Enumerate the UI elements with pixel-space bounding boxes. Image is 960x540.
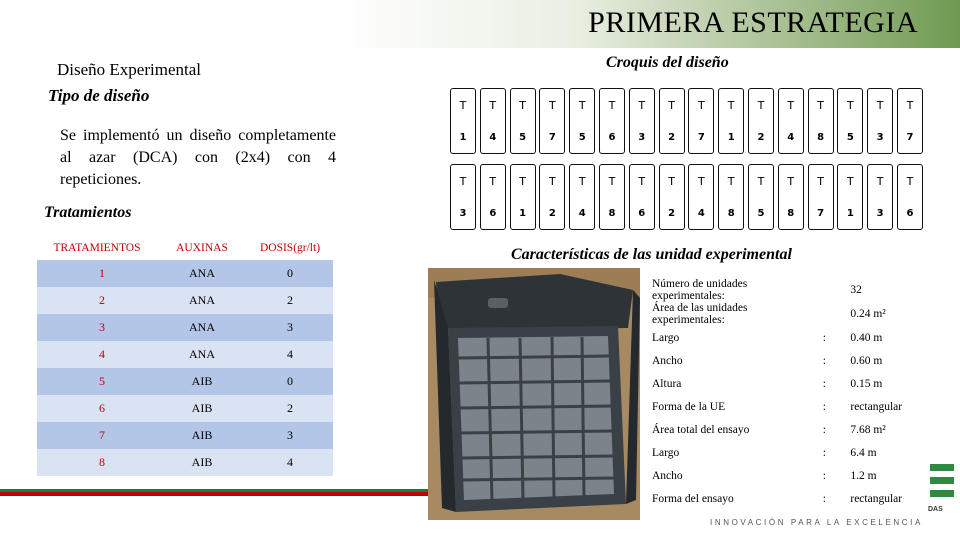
info-row	[652, 418, 930, 441]
plot-treatment-number: 2	[548, 208, 556, 219]
unit-info-table	[652, 278, 930, 510]
plot-treatment-number: 4	[787, 132, 795, 143]
plot-cell	[569, 88, 595, 154]
treatment-number: 5	[37, 368, 157, 395]
plot-treatment-number: 5	[519, 132, 527, 143]
crate-photo	[428, 268, 640, 520]
info-sep: :	[822, 469, 826, 482]
info-label: Ancho	[652, 354, 683, 367]
dose-cell: 0	[247, 368, 333, 395]
info-label: Largo	[652, 331, 680, 344]
plot-treatment-letter: T	[638, 99, 646, 112]
auxin-cell: AIB	[157, 395, 247, 422]
dose-cell: 4	[247, 449, 333, 476]
plot-cell	[808, 88, 834, 154]
auxin-cell: AIB	[157, 449, 247, 476]
plot-cell	[867, 164, 893, 230]
table-row	[37, 314, 333, 341]
plot-treatment-number: 8	[727, 208, 735, 219]
plot-treatment-number: 1	[727, 132, 735, 143]
auxin-cell: ANA	[157, 314, 247, 341]
info-label: Ancho	[652, 469, 683, 482]
plot-cell	[539, 164, 565, 230]
logo-bar	[930, 477, 954, 484]
plot-treatment-number: 3	[638, 132, 646, 143]
plot-treatment-letter: T	[757, 99, 765, 112]
info-label: Altura	[652, 377, 682, 390]
plot-cell	[748, 164, 774, 230]
plot-cell	[539, 88, 565, 154]
dose-cell: 4	[247, 341, 333, 368]
footer-stripe-red	[0, 492, 430, 496]
plot-treatment-letter: T	[698, 99, 705, 112]
logo-text: DAS	[928, 506, 943, 513]
plot-cell	[718, 164, 744, 230]
info-value: 6.4 m	[850, 446, 877, 459]
info-value: 0.40 m	[850, 331, 883, 344]
plot-cell	[510, 88, 536, 154]
info-sep	[823, 278, 851, 302]
auxin-cell: ANA	[157, 287, 247, 314]
logo-bar	[930, 464, 954, 471]
treatment-number: 3	[37, 314, 157, 341]
plot-treatment-number: 1	[519, 208, 527, 219]
plot-treatment-number: 1	[459, 132, 467, 143]
logo-bar	[930, 490, 954, 497]
plot-cell	[629, 88, 655, 154]
plot-treatment-number: 6	[608, 132, 616, 143]
info-row	[652, 278, 930, 302]
unit-title: Características de las unidad experimental	[511, 246, 792, 263]
plot-treatment-letter: T	[787, 99, 795, 112]
plot-treatment-number: 8	[817, 132, 825, 143]
plot-treatment-letter: T	[727, 175, 735, 188]
info-row	[652, 441, 930, 464]
plot-treatment-letter: T	[727, 99, 735, 112]
info-row	[652, 395, 930, 418]
auxin-cell: ANA	[157, 260, 247, 287]
info-value: rectangular	[850, 400, 903, 413]
info-sep: :	[822, 377, 826, 390]
plot-treatment-number: 5	[578, 132, 586, 143]
plot-treatment-number: 7	[697, 132, 705, 143]
plot-treatment-number: 6	[489, 208, 497, 219]
dose-cell: 2	[247, 287, 333, 314]
plot-treatment-number: 5	[757, 208, 765, 219]
plot-cell	[837, 88, 863, 154]
info-row	[652, 302, 930, 326]
info-value: 7.68 m²	[850, 423, 886, 436]
info-sep: :	[822, 423, 826, 436]
info-value: 0.24 m²	[850, 308, 886, 320]
info-sep	[823, 302, 851, 326]
plot-treatment-number: 6	[638, 208, 646, 219]
plot-cell	[569, 164, 595, 230]
info-row	[652, 464, 930, 487]
info-sep: :	[822, 331, 826, 344]
plot-cell	[748, 88, 774, 154]
plot-cell	[480, 164, 506, 230]
plot-cell	[629, 164, 655, 230]
plot-treatment-letter: T	[489, 175, 497, 188]
plot-treatment-number: 2	[668, 132, 676, 143]
plot-treatment-letter: T	[519, 175, 526, 188]
info-label: Número de unidades experimentales:	[652, 278, 748, 302]
plot-treatment-letter: T	[876, 175, 884, 188]
plot-cell	[808, 164, 834, 230]
plot-treatment-letter: T	[578, 175, 586, 188]
plot-treatment-letter: T	[906, 99, 914, 112]
plot-treatment-letter: T	[519, 99, 526, 112]
info-row	[652, 349, 930, 372]
info-label: Área total del ensayo	[652, 423, 750, 436]
unit-info-panel	[640, 268, 930, 520]
plot-cell	[688, 164, 714, 230]
info-label: Área de las unidades experimentales:	[652, 302, 748, 326]
plot-cell	[867, 88, 893, 154]
plot-cell	[837, 164, 863, 230]
info-value: 0.60 m	[850, 354, 883, 367]
table-row	[37, 368, 333, 395]
plot-treatment-letter: T	[698, 175, 705, 188]
auxin-cell: ANA	[157, 341, 247, 368]
design-title: Diseño Experimental	[57, 60, 201, 79]
treatment-number: 2	[37, 287, 157, 314]
design-description: Se implementó un diseño completamente al azar (DCA) con (2x4) con 4 repeticiones.	[60, 127, 336, 188]
plot-treatment-letter: T	[817, 175, 824, 188]
plot-treatment-letter: T	[578, 99, 586, 112]
info-row	[652, 326, 930, 349]
table-row	[37, 260, 333, 287]
info-sep: :	[822, 354, 826, 367]
treatment-number: 4	[37, 341, 157, 368]
table-row	[37, 287, 333, 314]
plot-treatment-number: 1	[846, 208, 854, 219]
info-label: Largo	[652, 446, 680, 459]
page-title: PRIMERA ESTRATEGIA	[588, 6, 918, 39]
dose-cell: 3	[247, 314, 333, 341]
plot-treatment-letter: T	[608, 175, 616, 188]
info-sep: :	[822, 400, 826, 413]
plot-treatment-number: 3	[876, 208, 884, 219]
plot-treatment-letter: T	[459, 99, 467, 112]
treatment-number: 1	[37, 260, 157, 287]
croquis-row-2	[450, 164, 927, 230]
header-treatments: TRATAMIENTOS	[53, 242, 141, 254]
plot-treatment-letter: T	[668, 175, 675, 188]
plot-cell	[659, 164, 685, 230]
info-value: 0.15 m	[850, 377, 883, 390]
plot-treatment-letter: T	[906, 175, 914, 188]
plot-treatment-number: 3	[876, 132, 884, 143]
crate-illustration	[428, 268, 640, 520]
plot-treatment-letter: T	[459, 175, 467, 188]
plot-treatment-number: 4	[697, 208, 705, 219]
plot-treatment-letter: T	[549, 99, 556, 112]
dose-cell: 2	[247, 395, 333, 422]
auxin-cell: AIB	[157, 368, 247, 395]
plot-treatment-number: 4	[578, 208, 586, 219]
plot-cell	[718, 88, 744, 154]
table-row	[37, 395, 333, 422]
plot-cell	[897, 164, 923, 230]
info-row	[652, 372, 930, 395]
plot-treatment-number: 7	[817, 208, 825, 219]
plot-cell	[778, 164, 804, 230]
header-dose: DOSIS(gr/lt)	[259, 242, 321, 254]
plot-treatment-letter: T	[876, 99, 884, 112]
plot-treatment-letter: T	[668, 99, 675, 112]
plot-cell	[688, 88, 714, 154]
treatment-number: 6	[37, 395, 157, 422]
plot-treatment-number: 6	[906, 208, 914, 219]
plot-treatment-number: 4	[489, 132, 497, 143]
info-value: rectangular	[850, 492, 903, 505]
plot-treatment-number: 7	[906, 132, 914, 143]
info-row	[652, 487, 930, 510]
plot-treatment-letter: T	[757, 175, 765, 188]
plot-treatment-number: 2	[668, 208, 676, 219]
plot-treatment-letter: T	[787, 175, 795, 188]
info-sep: :	[822, 446, 826, 459]
plot-treatment-letter: T	[846, 99, 854, 112]
info-value: 1.2 m	[850, 469, 877, 482]
plot-treatment-number: 2	[757, 132, 765, 143]
plot-treatment-number: 5	[846, 132, 854, 143]
info-sep: :	[822, 492, 826, 505]
treatment-number: 7	[37, 422, 157, 449]
plot-cell	[599, 88, 625, 154]
header-auxins: AUXINAS	[176, 242, 228, 254]
info-value: 32	[850, 284, 862, 296]
plot-treatment-number: 8	[608, 208, 616, 219]
plot-cell	[778, 88, 804, 154]
treatments-table	[37, 236, 333, 476]
plot-treatment-letter: T	[638, 175, 646, 188]
dose-cell: 3	[247, 422, 333, 449]
plot-cell	[450, 164, 476, 230]
auxin-cell: AIB	[157, 422, 247, 449]
plot-cell	[510, 164, 536, 230]
plot-treatment-letter: T	[817, 99, 824, 112]
plot-cell	[450, 88, 476, 154]
dose-cell: 0	[247, 260, 333, 287]
plot-treatment-number: 8	[787, 208, 795, 219]
plot-treatment-number: 7	[548, 132, 556, 143]
institution-logo	[930, 464, 960, 512]
treatments-heading: Tratamientos	[44, 204, 132, 221]
plot-cell	[897, 88, 923, 154]
info-label: Forma de la UE	[652, 400, 726, 413]
design-type-label: Tipo de diseño	[48, 86, 150, 105]
plot-cell	[599, 164, 625, 230]
footer-stripe	[0, 489, 430, 496]
plot-treatment-letter: T	[608, 99, 616, 112]
croquis-title: Croquis del diseño	[606, 54, 729, 71]
treatments-header-row	[37, 236, 333, 260]
plot-treatment-number: 3	[459, 208, 467, 219]
table-row	[37, 449, 333, 476]
plot-treatment-letter: T	[489, 99, 497, 112]
croquis-row-1	[450, 88, 927, 154]
plot-treatment-letter: T	[846, 175, 854, 188]
info-label: Forma del ensayo	[652, 492, 734, 505]
table-row	[37, 341, 333, 368]
plot-cell	[659, 88, 685, 154]
treatment-number: 8	[37, 449, 157, 476]
table-row	[37, 422, 333, 449]
plot-treatment-letter: T	[549, 175, 556, 188]
footer-slogan: INNOVACIÓN PARA LA EXCELENCIA	[710, 518, 923, 527]
plot-cell	[480, 88, 506, 154]
